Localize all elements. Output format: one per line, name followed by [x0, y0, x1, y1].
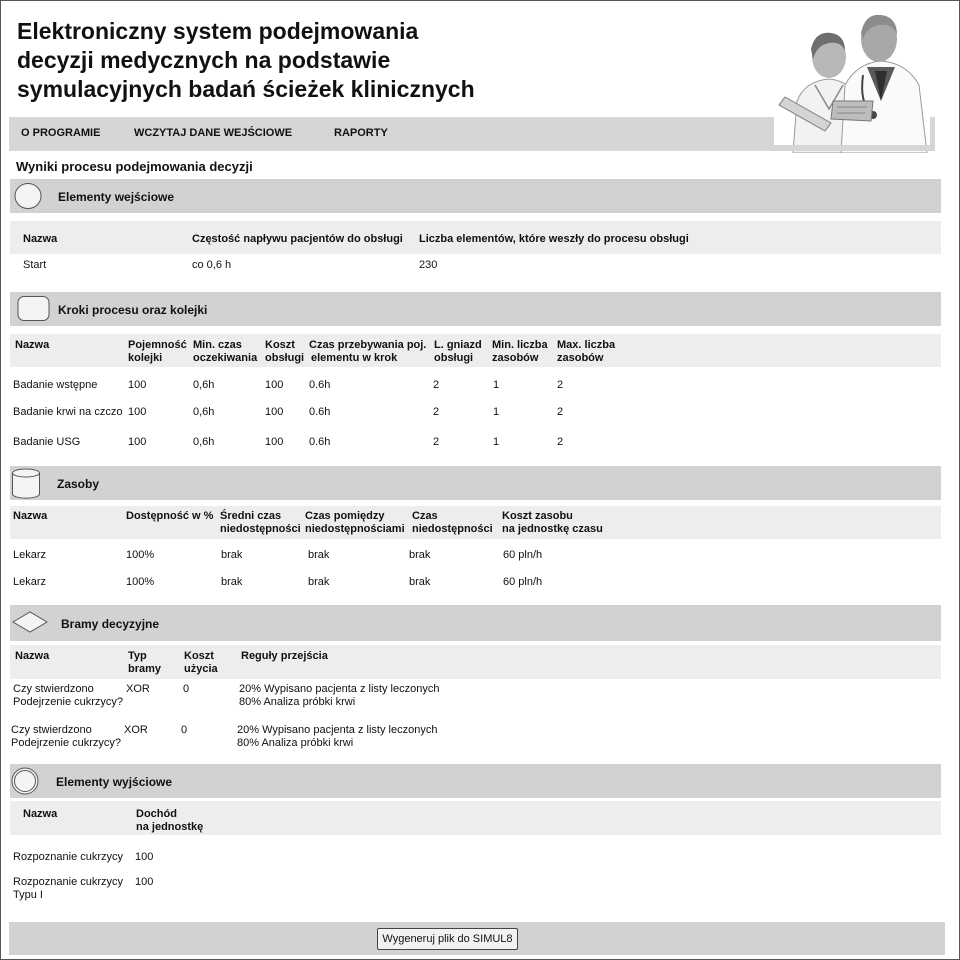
cell-name: Start: [23, 259, 47, 271]
cell-value: 100: [265, 406, 284, 418]
col-header: Pojemność kolejki: [128, 339, 187, 364]
cell-value: 0,6h: [193, 379, 215, 391]
cell-value: 100: [135, 876, 154, 888]
col-header: Nazwa: [15, 339, 50, 351]
cell-value: 100: [135, 851, 154, 863]
col-header: Nazwa: [23, 233, 58, 245]
title-line: symulacyjnych badań ścieżek klinicznych: [17, 76, 475, 102]
cell-value: 1: [493, 436, 500, 448]
cell-value: 2: [433, 379, 440, 391]
steps-table-header: [10, 334, 941, 367]
cell-value: 1: [493, 379, 500, 391]
col-header: L. gniazd obsługi: [434, 339, 482, 364]
nav-raporty[interactable]: RAPORTY: [334, 127, 388, 139]
col-header: Koszt obsługi: [265, 339, 305, 364]
main-nav: [9, 117, 774, 151]
outputs-table-header: [10, 801, 941, 835]
cell-value: 100: [128, 436, 147, 448]
col-header: Koszt zasobu na jednostkę czasu: [502, 510, 603, 535]
cell-value: brak: [308, 576, 330, 588]
cell-value: brak: [409, 576, 431, 588]
results-title: Wyniki procesu podejmowania decyzji: [16, 159, 253, 174]
footer-bar: [9, 922, 945, 955]
nav-bar-edge: [930, 117, 935, 151]
col-header: Czas niedostępności: [412, 510, 493, 535]
cell-name: Badanie USG: [13, 436, 81, 448]
col-header: Max. liczba zasobów: [557, 339, 616, 364]
col-header: Czas przebywania poj. elementu w krok: [309, 339, 427, 364]
cell-name: Rozpoznanie cukrzycy: [13, 851, 124, 863]
cell-value: 0.6h: [309, 436, 331, 448]
cell-name: Czy stwierdzono Podejrzenie cukrzycy?: [11, 724, 122, 749]
cell-value: 2: [557, 436, 564, 448]
cell-value: 2: [433, 406, 440, 418]
rounded-rect-icon: [17, 295, 51, 323]
col-header: Typ bramy: [128, 650, 162, 675]
page-title: [17, 17, 637, 104]
cell-name: Badanie wstępne: [13, 379, 98, 391]
section-title: Bramy decyzyjne: [61, 617, 160, 631]
col-header: Koszt użycia: [184, 650, 218, 675]
cell-name: Badanie krwi na czczo: [13, 406, 123, 418]
cell-value: 1: [493, 406, 500, 418]
col-header: Nazwa: [23, 808, 58, 820]
cell-value: 100%: [126, 549, 155, 561]
col-header: Nazwa: [15, 650, 50, 662]
col-header: Dochód na jednostkę: [136, 808, 204, 833]
cell-cost: 0: [183, 683, 190, 695]
database-icon: [11, 468, 41, 499]
cell-value: brak: [409, 549, 431, 561]
cell-value: 60 pln/h: [503, 576, 543, 588]
col-header: Liczba elementów, które weszły do procesu obsługi: [419, 233, 689, 245]
col-header: Dostępność w %: [126, 510, 214, 522]
cell-value: 0,6h: [193, 436, 215, 448]
double-circle-icon: [11, 767, 41, 797]
section-resources-header: [10, 466, 941, 500]
resources-table-header: [10, 506, 941, 539]
cell-value: 2: [433, 436, 440, 448]
nav-o-programie[interactable]: O PROGRAMIE: [21, 127, 101, 139]
cell-name: Lekarz: [13, 576, 47, 588]
col-header: Reguły przejścia: [241, 650, 328, 662]
cell-value: 100: [128, 379, 147, 391]
cell-value: 0,6h: [193, 406, 215, 418]
generate-simul8-button[interactable]: Wygeneruj plik do SIMUL8: [377, 928, 518, 950]
cell-value: 100: [128, 406, 147, 418]
cell-value: 2: [557, 379, 564, 391]
section-title: Elementy wejściowe: [58, 190, 175, 204]
cell-name: Czy stwierdzono Podejrzenie cukrzycy?: [13, 683, 124, 708]
cell-rules: 20% Wypisano pacjenta z listy leczonych 80% Analiza próbki krwi: [237, 724, 438, 749]
title-line: Elektroniczny system podejmowania: [17, 18, 419, 44]
cell-value: 0.6h: [309, 379, 331, 391]
col-header: Częstość napływu pacjentów do obsługi: [192, 233, 403, 245]
cell-type: XOR: [126, 683, 150, 695]
col-header: Min. liczba zasobów: [492, 339, 548, 364]
col-header: Nazwa: [13, 510, 48, 522]
col-header: Czas pomiędzy niedostępnościami: [305, 510, 405, 535]
section-title: Zasoby: [57, 477, 100, 491]
gates-table-header: [10, 645, 941, 679]
col-header: Średni czas niedostępności: [220, 510, 301, 535]
section-steps-header: [10, 292, 941, 326]
section-outputs-header: [10, 764, 941, 798]
cell-value: 100: [265, 436, 284, 448]
inputs-table-header: [10, 221, 941, 254]
cell-type: XOR: [124, 724, 148, 736]
title-line: decyzji medycznych na podstawie: [17, 47, 391, 73]
nav-wczytaj-dane[interactable]: WCZYTAJ DANE WEJŚCIOWE: [134, 127, 293, 139]
col-header: Min. czas oczekiwania: [193, 339, 258, 364]
nav-bar-extension: [774, 145, 934, 151]
cell-value: brak: [308, 549, 330, 561]
doctors-photo: [771, 5, 937, 153]
cell-value: brak: [221, 576, 243, 588]
cell-frequency: co 0,6 h: [192, 259, 232, 271]
section-title: Kroki procesu oraz kolejki: [58, 303, 208, 317]
cell-value: 100%: [126, 576, 155, 588]
diamond-icon: [11, 610, 51, 634]
cell-value: 60 pln/h: [503, 549, 543, 561]
cell-name: Rozpoznanie cukrzycy Typu I: [13, 876, 124, 901]
cell-name: Lekarz: [13, 549, 47, 561]
cell-cost: 0: [181, 724, 188, 736]
cell-value: brak: [221, 549, 243, 561]
cell-count: 230: [419, 259, 438, 271]
section-title: Elementy wyjściowe: [56, 775, 173, 789]
circle-icon: [13, 182, 43, 210]
cell-value: 100: [265, 379, 284, 391]
cell-rules: 20% Wypisano pacjenta z listy leczonych 80% Analiza próbki krwi: [239, 683, 440, 708]
cell-value: 2: [557, 406, 564, 418]
cell-value: 0.6h: [309, 406, 331, 418]
section-inputs-header: [10, 179, 941, 213]
section-gates-header: [10, 605, 941, 641]
